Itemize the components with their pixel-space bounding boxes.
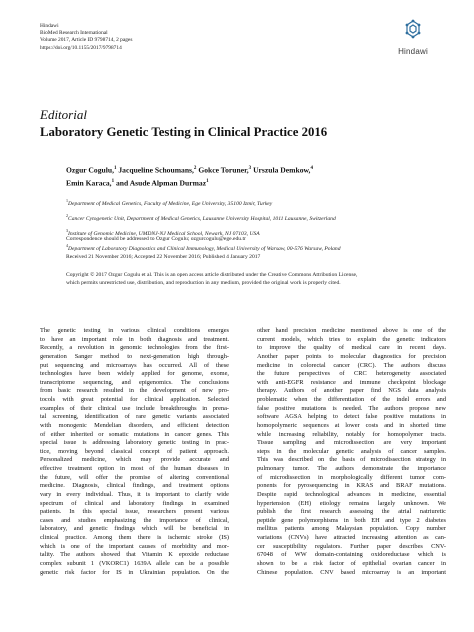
author-name[interactable]: Ozgur Cogulu,: [66, 165, 114, 175]
article-type: Editorial: [40, 107, 87, 122]
body-text-line: hypertension (EH) etiology remains largely unknown. We: [257, 499, 446, 507]
body-text-line: put sequencing and microarrays has occurred. All of these: [40, 361, 229, 369]
body-text-line: Another paper points to molecular diagnostics for precision: [257, 352, 446, 360]
body-text-line: This was described on the basis of microdissection strategy in: [257, 456, 446, 464]
body-text-line: publish the first research assessing the atrial natriuretic: [257, 508, 446, 516]
body-text-line: the future, will offer the promise of altering conventional: [40, 473, 229, 481]
author-name[interactable]: Emin Karaca,: [66, 178, 112, 188]
body-text-line: The genetic testing in various clinical conditions emerges: [40, 327, 229, 334]
body-text-line: Chinese population. CNV based microarray is an important: [257, 568, 446, 576]
author-affiliation-mark: 3: [248, 166, 252, 171]
body-text-line: effective treatment option in most of the human diseases in: [40, 465, 229, 472]
affiliation-list: [66, 195, 446, 254]
body-text-line: other hand precision medicine mentioned above is one of the: [257, 327, 446, 334]
body-text-line: Recently, a revolution in genomic technologies from the first-: [40, 344, 229, 352]
author-name[interactable]: and Asude Alpman Durmaz: [115, 178, 207, 188]
body-column-right: [257, 327, 446, 577]
body-text-line: special issue is addressing laboratory genetic testing in prac-: [40, 439, 229, 447]
hindawi-logo-icon: [391, 18, 435, 46]
body-text-line: medicine. Diagnosis, clinical findings, and treatment options: [40, 482, 229, 490]
body-text-line: therapy. Authors of another paper find NGS data analysis: [257, 387, 446, 395]
body-text-line: while increasing reliability, notably for homopolymer tracts.: [257, 430, 446, 438]
body-text-line: clinical practice. Among them there is ischemic stroke (IS): [40, 534, 229, 541]
body-text-line: of either inherited or somatic mutations in cancer genes. This: [40, 430, 229, 438]
journal-name: BioMed Research International: [40, 30, 108, 37]
body-text-line: laboratory, and genetic findings which will be beneficial in: [40, 525, 229, 533]
journal-volume: Volume 2017, Article ID 9798714, 2 pages: [40, 37, 133, 44]
body-text-line: generation Sanger method to next-generation high through-: [40, 352, 229, 360]
author-affiliation-mark: 1: [206, 178, 209, 184]
copyright-notice: Copyright © 2017 Ozgur Cogulu et al. This is an open access article distributed under the Creative Commons Attribution License, which permits unrestricted use, distribution, and reproduction in any medium, provided the original work is properly cited.: [66, 272, 358, 286]
body-column-left: [40, 327, 229, 577]
author-list: [66, 163, 446, 188]
body-text-line: of microdissection in morphologically different tumor com-: [257, 473, 446, 481]
body-text-line: cases and studies emphasizing the importance of clinical,: [40, 516, 229, 524]
body-text-line: complex subunit 1 (VKORC1) 1639A allele can be a possible: [40, 559, 229, 567]
body-text-line: homopolymeric sequences at lower costs and in shorted time: [257, 421, 446, 429]
body-text-line: spectrum of clinical and laboratory findings in examined: [40, 499, 229, 507]
hindawi-logo-text: Hindawi: [398, 47, 428, 56]
body-text-line: tice, moving beyond classical concept of patient approach.: [40, 447, 229, 455]
body-text-line: Personalized medicine, which may provide accurate and: [40, 456, 229, 464]
author-line-2: [66, 176, 446, 189]
body-text-line: problematic when the differentiation of the indel errors and: [257, 396, 446, 403]
body-text-line: peptide gene polymorphisms in both EH and type 2 diabetes: [257, 516, 446, 524]
author-affiliation-mark: 1: [111, 178, 115, 184]
body-text-line: genetic risk factor for IS in Ukrainian population. On the: [40, 568, 229, 576]
body-text-line: the future perspectives of CRC heterogeneity associated: [257, 370, 446, 378]
body-text-line: tocols with great potential for clinical application. Selected: [40, 396, 229, 403]
body-text-line: which is one of the important causes of morbidity and mor-: [40, 542, 229, 550]
affiliation-item: $^3$Institute of Genomic Medicine, UMDNJ-NJ Medical School, Newark, NJ 07103, USA: [66, 227, 260, 237]
body-text-line: variations (CNVs) have attracted increasing attention as can-: [257, 534, 446, 541]
body-text-line: mellitus patients among Malaysian population. Copy number: [257, 525, 446, 533]
author-affiliation-mark: 4: [310, 166, 313, 171]
affiliation-item: $^2$Cancer Cytogenetic Unit, Department of Medical Genetics, Lausanne University Hospital, 1011 Lausanne, Switzerland: [66, 212, 336, 222]
affiliation-item: $^1$Department of Medical Genetics, Faculty of Medicine, Ege University, 35100 Izmir, Turkey: [66, 198, 273, 207]
body-text-line: transcriptome sequencing, and epigenomics. The conclusions: [40, 378, 229, 386]
body-text-line: from basic research resulted in the development of new pro-: [40, 387, 229, 395]
body-text-line: to have an important role in both diagnosis and treatment.: [40, 335, 229, 343]
body-text-line: tal screening, identification of rare genetic variants associated: [40, 413, 229, 421]
body-text-line: tality. The authors showed that Vitamin K epoxide reductase: [40, 551, 229, 559]
body-text-line: ponents for pyrosequencing in KRAS and BRAF mutations.: [257, 482, 446, 490]
journal-info: [40, 23, 300, 52]
journal-publisher: Hindawi: [40, 23, 59, 29]
body-text-line: false positive mutations is needed. The authors propose new: [257, 404, 446, 412]
author-affiliation-mark: 2: [193, 166, 197, 171]
body-text-line: with monogenic Mendelian disorders, and efficient detection: [40, 421, 229, 429]
author-line-1: [66, 163, 446, 176]
article-title: Laboratory Genetic Testing in Clinical Practice 2016: [40, 125, 328, 139]
body-text-line: current models, which tries to explain the genetic indicators: [257, 335, 446, 343]
body-text-line: technologies have been widely applied for genome, exome,: [40, 370, 229, 378]
journal-doi-link[interactable]: https://doi.org/10.1155/2017/9798714: [40, 44, 122, 51]
body-text-line: with anti-EGFR resistance and immune checkpoint blockage: [257, 378, 446, 386]
body-text-line: medicine in colorectal cancer (CRC). The authors discuss: [257, 361, 446, 369]
body-text-line: patients. In this special issue, researchers present various: [40, 508, 229, 516]
body-text-line: 67048 of WW domain-containing oxidoreductase which is: [257, 551, 446, 559]
correspondence-line: Correspondence should be addressed to Ozgur Cogulu; ozgurcogulu@ege.edu.tr: [66, 236, 246, 242]
publication-dates: Received 21 November 2016; Accepted 22 November 2016; Published 4 January 2017: [66, 254, 261, 260]
author-name[interactable]: Jacqueline Schoumans,: [118, 165, 194, 175]
body-text-line: shown to be a risk factor of epithelial ovarian cancer in: [257, 559, 446, 567]
author-name[interactable]: Gokce Toruner,: [198, 165, 249, 175]
body-text-line: vary in every individual. Thus, it is important to clarify wide: [40, 490, 229, 498]
body-text-line: steps in the molecular genetic analysis of cancer samples.: [257, 447, 446, 455]
body-text-line: software AGSA helping to detect false positive mutations in: [257, 413, 446, 421]
affiliation-item: $^4$Department of Laboratory Diagnostics and Clinical Immunology, Medical University of Warsaw, 00-576 Warsaw, Poland: [66, 242, 341, 252]
author-name[interactable]: Urszula Demkow,: [253, 165, 311, 175]
author-affiliation-mark: 1: [113, 166, 117, 171]
body-text-line: cer susceptibility regulators. Further paper describes CNV-: [257, 542, 446, 550]
body-text-line: Tissue sampling and microdissection are very important: [257, 439, 446, 447]
body-text-line: pulmonary tumor. The authors demonstrate the importance: [257, 465, 446, 472]
body-text-line: Despite rapid technological advances in medicine, essential: [257, 490, 446, 498]
body-text-line: to improve the quality of medical care in recent days.: [257, 344, 446, 352]
hindawi-logo: [391, 18, 435, 58]
body-text-line: examples of their clinical use include breakthroughs in prena-: [40, 404, 229, 412]
